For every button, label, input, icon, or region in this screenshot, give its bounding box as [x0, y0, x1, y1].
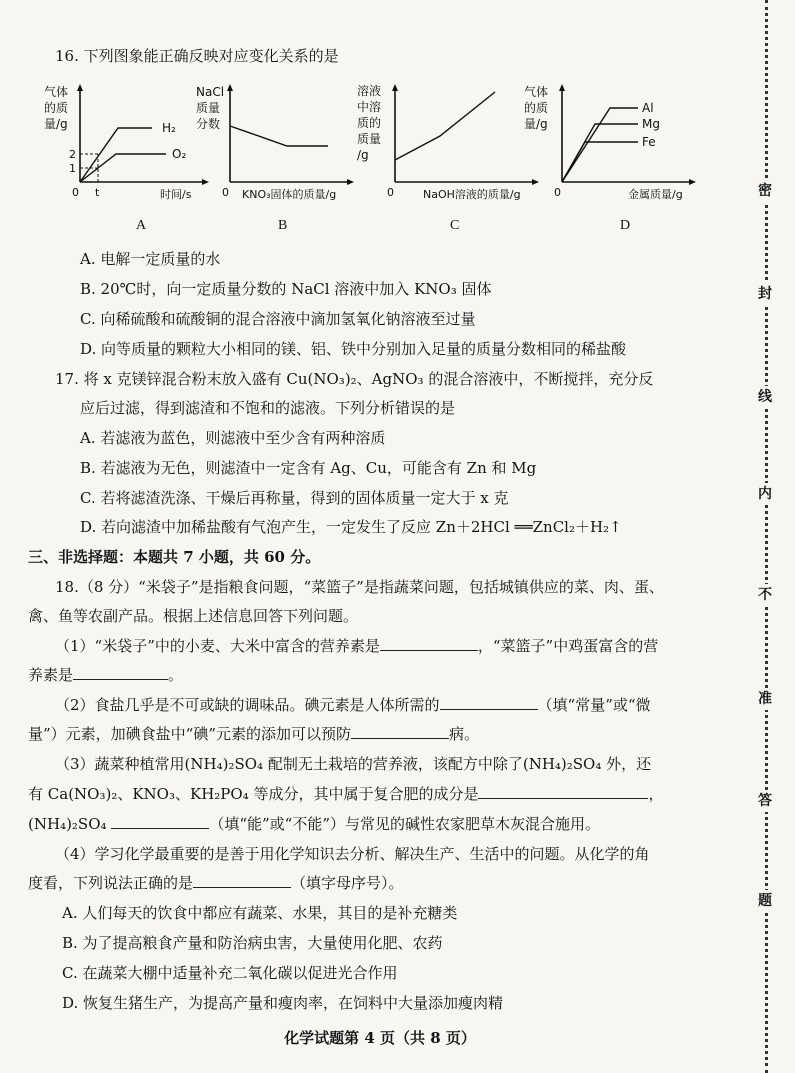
seal-char-1: 密 [754, 180, 776, 202]
q17-stem-line2: 应后过滤，得到滤渣和不饱和的滤液。下列分析错误的是 [80, 399, 456, 417]
q18-part1-line1 [55, 636, 658, 656]
q18-part3-text-e: （填“能”或“不能”）与常见的碱性农家肥草木灰混合施用。 [209, 815, 600, 833]
graph-a-ylabel-2: 的质 [44, 101, 69, 115]
graph-d-ylabel-3: 量/g [524, 117, 548, 131]
q18-blank-4[interactable] [351, 724, 449, 739]
q16-option-a: A. 电解一定质量的水 [80, 250, 221, 268]
q18-blank-3[interactable] [440, 695, 538, 710]
graph-a-xtick-t: t [95, 186, 100, 199]
q18-part4-line1: （4）学习化学最重要的是善于用化学知识去分析、解决生产、生活中的问题。从化学的角 [55, 845, 650, 863]
graph-c-ylabel-3: 质的 [357, 116, 382, 130]
graph-b-ylabel-3: 分数 [196, 117, 221, 131]
seal-dotted-line [765, 0, 768, 1073]
graph-c-ylabel-1: 溶液 [357, 84, 382, 98]
q18-part2-text-c: 量”）元素，加碘食盐中“碘”元素的添加可以预防 [28, 725, 352, 743]
graph-a-ytick-1: 1 [69, 162, 76, 175]
q18-part1-text-d: 。 [168, 666, 184, 684]
q18-blank-7[interactable] [193, 873, 291, 888]
q16-option-d: D. 向等质量的颗粒大小相同的镁、铝、铁中分别加入足量的质量分数相同的稀盐酸 [80, 340, 627, 358]
graph-c-xlabel: NaOH溶液的质量/g [423, 188, 521, 201]
q18-part2-line2 [28, 724, 479, 744]
q17-option-c: C. 若将滤渣洗涤、干燥后再称量，得到的固体质量一定大于 x 克 [80, 489, 509, 507]
q18-part2-text-b: （填“常量”或“微 [537, 696, 651, 714]
q16-stem: 16. 下列图象能正确反映对应变化关系的是 [55, 47, 339, 65]
page-footer: 化学试题第 4 页（共 8 页） [284, 1029, 476, 1047]
q17-option-a: A. 若滤液为蓝色，则滤液中至少含有两种溶质 [80, 429, 386, 447]
q18-option-c: C. 在蔬菜大棚中适量补充二氧化碳以促进光合作用 [62, 964, 398, 982]
q18-part1-line2 [28, 665, 183, 685]
q17-option-b: B. 若滤液为无色，则滤渣中一定含有 Ag、Cu，可能含有 Zn 和 Mg [80, 459, 537, 477]
q18-blank-6[interactable] [111, 814, 209, 829]
q18-part1-text-a: （1）“米袋子”中的小麦、大米中富含的营养素是 [55, 637, 380, 655]
graph-d-xlabel: 金属质量/g [628, 188, 683, 201]
q18-stem-line1: 18.（8 分）“米袋子”是指粮食问题，“菜篮子”是指蔬菜问题，包括城镇供应的菜、肉、蛋、 [55, 578, 664, 596]
q18-part3-text-d: (NH₄)₂SO₄ [28, 815, 107, 833]
q18-part3-line2 [28, 784, 663, 804]
seal-char-3: 线 [754, 386, 776, 408]
q17-option-d: D. 若向滤渣中加稀盐酸有气泡产生，一定发生了反应 Zn＋2HCl ══ZnCl₂＋H₂↑ [80, 518, 622, 536]
q18-part3-line3 [28, 814, 600, 834]
q18-part4-text-c: （填字母序号）。 [291, 874, 404, 892]
graph-b-xlabel: KNO₃固体的质量/g [242, 188, 337, 201]
graph-b-origin: 0 [222, 186, 229, 199]
graph-a-id: A [136, 218, 147, 233]
graph-a-ylabel-3: 量/g [44, 117, 68, 131]
graph-b-id: B [278, 218, 288, 233]
graph-b [192, 82, 362, 212]
graph-a-ytick-2: 2 [69, 148, 76, 161]
seal-char-6: 准 [754, 688, 776, 710]
seal-char-4: 内 [754, 483, 776, 505]
graph-c-id: C [450, 218, 460, 233]
seal-char-8: 题 [754, 890, 776, 912]
graph-d-id: D [620, 218, 631, 233]
q18-blank-2[interactable] [73, 665, 168, 680]
section-3-heading: 三、非选择题：本题共 7 小题，共 60 分。 [28, 548, 321, 566]
graph-a-series-h2: H₂ [162, 121, 176, 135]
q18-option-b: B. 为了提高粮食产量和防治病虫害，大量使用化肥、农药 [62, 934, 443, 952]
graph-c-ylabel-5: /g [357, 148, 369, 162]
q18-part1-text-c: 养素是 [28, 666, 74, 684]
graph-c-ylabel-4: 质量 [357, 132, 382, 146]
graph-d-ylabel-2: 的质 [524, 101, 549, 115]
q18-part3-text-b: 有 Ca(NO₃)₂、KNO₃、KH₂PO₄ 等成分，其中属于复合肥的成分是 [28, 785, 479, 803]
q18-part2-text-d: 病。 [449, 725, 480, 743]
graph-a-series-o2: O₂ [172, 147, 187, 161]
graph-a-origin: 0 [72, 186, 79, 199]
q18-stem-line2: 禽、鱼等农副产品。根据上述信息回答下列问题。 [28, 607, 359, 625]
seal-char-7: 答 [754, 790, 776, 812]
q18-option-d: D. 恢复生猪生产，为提高产量和瘦肉率，在饲料中大量添加瘦肉精 [62, 994, 504, 1012]
graph-d-origin: 0 [554, 186, 561, 199]
q18-part4-line2 [28, 873, 404, 893]
q16-option-c: C. 向稀硫酸和硫酸铜的混合溶液中滴加氢氧化钠溶液至过量 [80, 310, 476, 328]
q18-part2-text-a: （2）食盐几乎是不可或缺的调味品。碘元素是人体所需的 [55, 696, 440, 714]
graph-d-series-mg: Mg [642, 117, 660, 131]
q18-blank-1[interactable] [380, 636, 478, 651]
graph-b-ylabel-1: NaCl [196, 85, 225, 99]
q18-part1-text-b: ，“菜篮子”中鸡蛋富含的营 [477, 637, 659, 655]
q17-stem-line1: 17. 将 x 克镁锌混合粉末放入盛有 Cu(NO₃)₂、AgNO₃ 的混合溶液中，不断搅拌，充分反 [55, 370, 654, 388]
graph-d-series-fe: Fe [642, 135, 656, 149]
graph-c-ylabel-2: 中溶 [357, 100, 382, 114]
graph-b-ylabel-2: 质量 [196, 101, 221, 115]
graph-a-xlabel: 时间/s [160, 188, 192, 201]
q18-part4-text-b: 度看，下列说法正确的是 [28, 874, 194, 892]
q18-blank-5[interactable] [478, 784, 648, 799]
graph-d-series-al: Al [642, 101, 654, 115]
q18-option-a: A. 人们每天的饮食中都应有蔬菜、水果，其目的是补充糖类 [62, 904, 458, 922]
graph-d [520, 82, 705, 212]
seal-char-5: 不 [754, 584, 776, 606]
seal-char-2: 封 [754, 283, 776, 305]
q18-part3-text-c: ， [648, 785, 664, 803]
graph-a-ylabel-1: 气体 [44, 85, 69, 99]
q18-part3-line1: （3）蔬菜种植常用(NH₄)₂SO₄ 配制无土栽培的营养液，该配方中除了(NH₄)₂SO₄ 外，还 [55, 755, 652, 773]
graph-c-origin: 0 [387, 186, 394, 199]
q18-part2-line1 [55, 695, 651, 715]
graph-d-ylabel-1: 气体 [524, 85, 549, 99]
q16-option-b: B. 20℃时，向一定质量分数的 NaCl 溶液中加入 KNO₃ 固体 [80, 280, 492, 298]
